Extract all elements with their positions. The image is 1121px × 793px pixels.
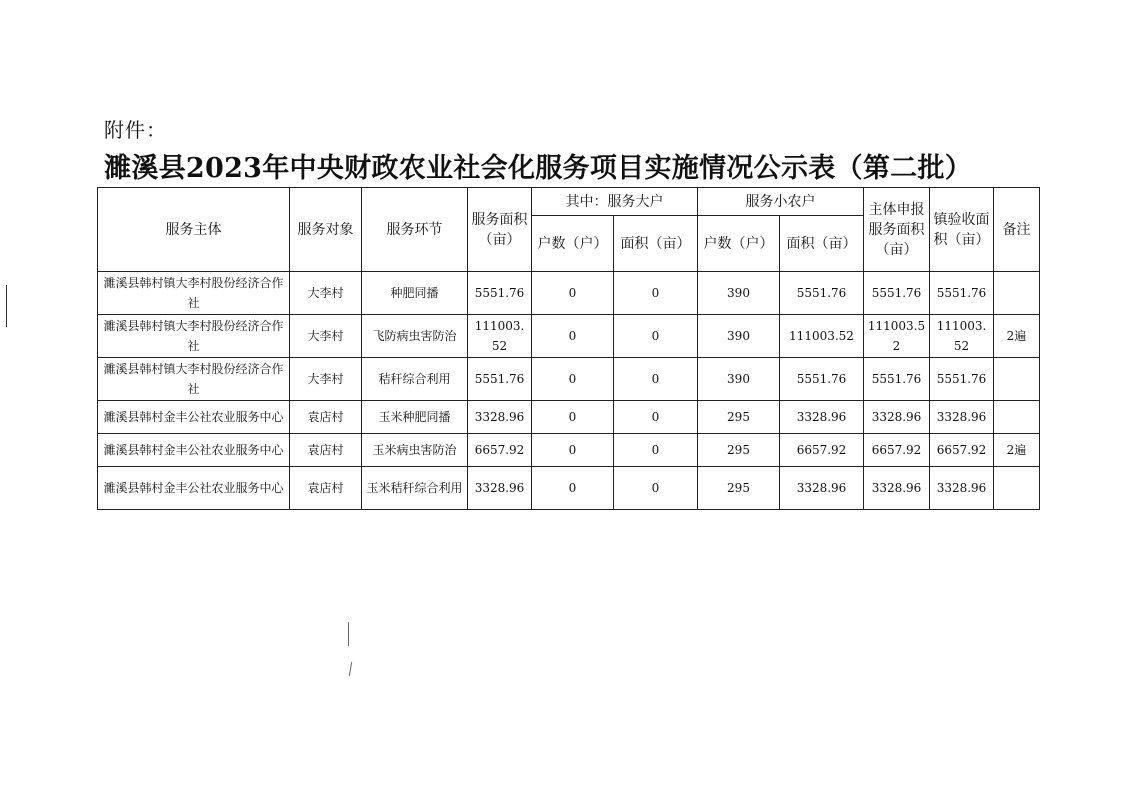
cell-large-households: 0	[532, 401, 614, 434]
cell-declared-area: 3328.96	[864, 401, 930, 434]
cell-link: 飞防病虫害防治	[362, 315, 468, 358]
cell-remark	[994, 401, 1040, 434]
cell-accepted-area: 5551.76	[930, 358, 994, 401]
cell-declared-area: 6657.92	[864, 434, 930, 467]
cell-small-households: 295	[698, 434, 780, 467]
cell-link: 玉米种肥同播	[362, 401, 468, 434]
cell-service-area: 5551.76	[468, 272, 532, 315]
header-small-households: 户数（户）	[698, 216, 780, 272]
table-row	[98, 401, 1040, 434]
cell-link: 种肥同播	[362, 272, 468, 315]
cell-large-area: 0	[614, 467, 698, 510]
cell-small-area: 6657.92	[780, 434, 864, 467]
table-row	[98, 358, 1040, 401]
cell-remark	[994, 358, 1040, 401]
cell-remark	[994, 467, 1040, 510]
cell-service-area: 3328.96	[468, 467, 532, 510]
cell-link: 玉米秸秆综合利用	[362, 467, 468, 510]
table-row	[98, 272, 1040, 315]
cell-small-area: 111003.52	[780, 315, 864, 358]
cell-subject: 濉溪县韩村镇大李村股份经济合作社	[98, 315, 290, 358]
cell-small-households: 390	[698, 272, 780, 315]
cell-remark: 2遍	[994, 434, 1040, 467]
cell-target: 大李村	[290, 358, 362, 401]
cell-declared-area: 5551.76	[864, 358, 930, 401]
attachment-label: 附件：	[104, 118, 167, 142]
cell-remark	[994, 272, 1040, 315]
cell-subject: 濉溪县韩村金丰公社农业服务中心	[98, 467, 290, 510]
cell-large-area: 0	[614, 315, 698, 358]
header-target: 服务对象	[290, 188, 362, 272]
cell-subject: 濉溪县韩村金丰公社农业服务中心	[98, 401, 290, 434]
cell-service-area: 111003.52	[468, 315, 532, 358]
cell-large-area: 0	[614, 434, 698, 467]
cell-small-households: 295	[698, 401, 780, 434]
header-accepted-area: 镇验收面积（亩）	[930, 188, 994, 272]
cell-large-area: 0	[614, 272, 698, 315]
cell-large-households: 0	[532, 358, 614, 401]
cell-small-area: 5551.76	[780, 358, 864, 401]
header-service-area: 服务面积（亩）	[468, 188, 532, 272]
cell-small-area: 3328.96	[780, 467, 864, 510]
cell-accepted-area: 6657.92	[930, 434, 994, 467]
cell-accepted-area: 111003.52	[930, 315, 994, 358]
cell-target: 袁店村	[290, 434, 362, 467]
cell-target: 大李村	[290, 272, 362, 315]
table-row	[98, 434, 1040, 467]
header-large-area: 面积（亩）	[614, 216, 698, 272]
cell-subject: 濉溪县韩村镇大李村股份经济合作社	[98, 358, 290, 401]
document-title: 濉溪县2023年中央财政农业社会化服务项目实施情况公示表（第二批）	[104, 153, 973, 184]
cell-subject: 濉溪县韩村金丰公社农业服务中心	[98, 434, 290, 467]
header-large-households: 户数（户）	[532, 216, 614, 272]
table-row	[98, 467, 1040, 510]
header-remark: 备注	[994, 188, 1040, 272]
header-subject: 服务主体	[98, 188, 290, 272]
header-large-group: 其中：服务大户	[532, 188, 698, 216]
cell-link: 秸秆综合利用	[362, 358, 468, 401]
cell-small-households: 390	[698, 358, 780, 401]
service-project-table	[97, 187, 1040, 510]
header-small-group: 服务小农户	[698, 188, 864, 216]
cell-large-area: 0	[614, 358, 698, 401]
table-row	[98, 315, 1040, 358]
cell-large-households: 0	[532, 272, 614, 315]
cell-target: 大李村	[290, 315, 362, 358]
cell-accepted-area: 5551.76	[930, 272, 994, 315]
scan-stray-mark	[348, 622, 349, 646]
scan-edge-mark	[6, 285, 7, 327]
header-small-area: 面积（亩）	[780, 216, 864, 272]
cell-declared-area: 5551.76	[864, 272, 930, 315]
cell-remark: 2遍	[994, 315, 1040, 358]
cell-large-households: 0	[532, 467, 614, 510]
cell-declared-area: 3328.96	[864, 467, 930, 510]
cell-link: 玉米病虫害防治	[362, 434, 468, 467]
cell-target: 袁店村	[290, 467, 362, 510]
cell-service-area: 6657.92	[468, 434, 532, 467]
header-declared-area: 主体申报服务面积（亩）	[864, 188, 930, 272]
scan-stray-mark	[349, 662, 352, 676]
cell-service-area: 5551.76	[468, 358, 532, 401]
cell-target: 袁店村	[290, 401, 362, 434]
cell-service-area: 3328.96	[468, 401, 532, 434]
header-link: 服务环节	[362, 188, 468, 272]
cell-large-area: 0	[614, 401, 698, 434]
cell-large-households: 0	[532, 315, 614, 358]
cell-subject: 濉溪县韩村镇大李村股份经济合作社	[98, 272, 290, 315]
cell-declared-area: 111003.52	[864, 315, 930, 358]
cell-small-area: 3328.96	[780, 401, 864, 434]
cell-small-households: 390	[698, 315, 780, 358]
cell-accepted-area: 3328.96	[930, 467, 994, 510]
cell-accepted-area: 3328.96	[930, 401, 994, 434]
cell-small-area: 5551.76	[780, 272, 864, 315]
cell-large-households: 0	[532, 434, 614, 467]
cell-small-households: 295	[698, 467, 780, 510]
